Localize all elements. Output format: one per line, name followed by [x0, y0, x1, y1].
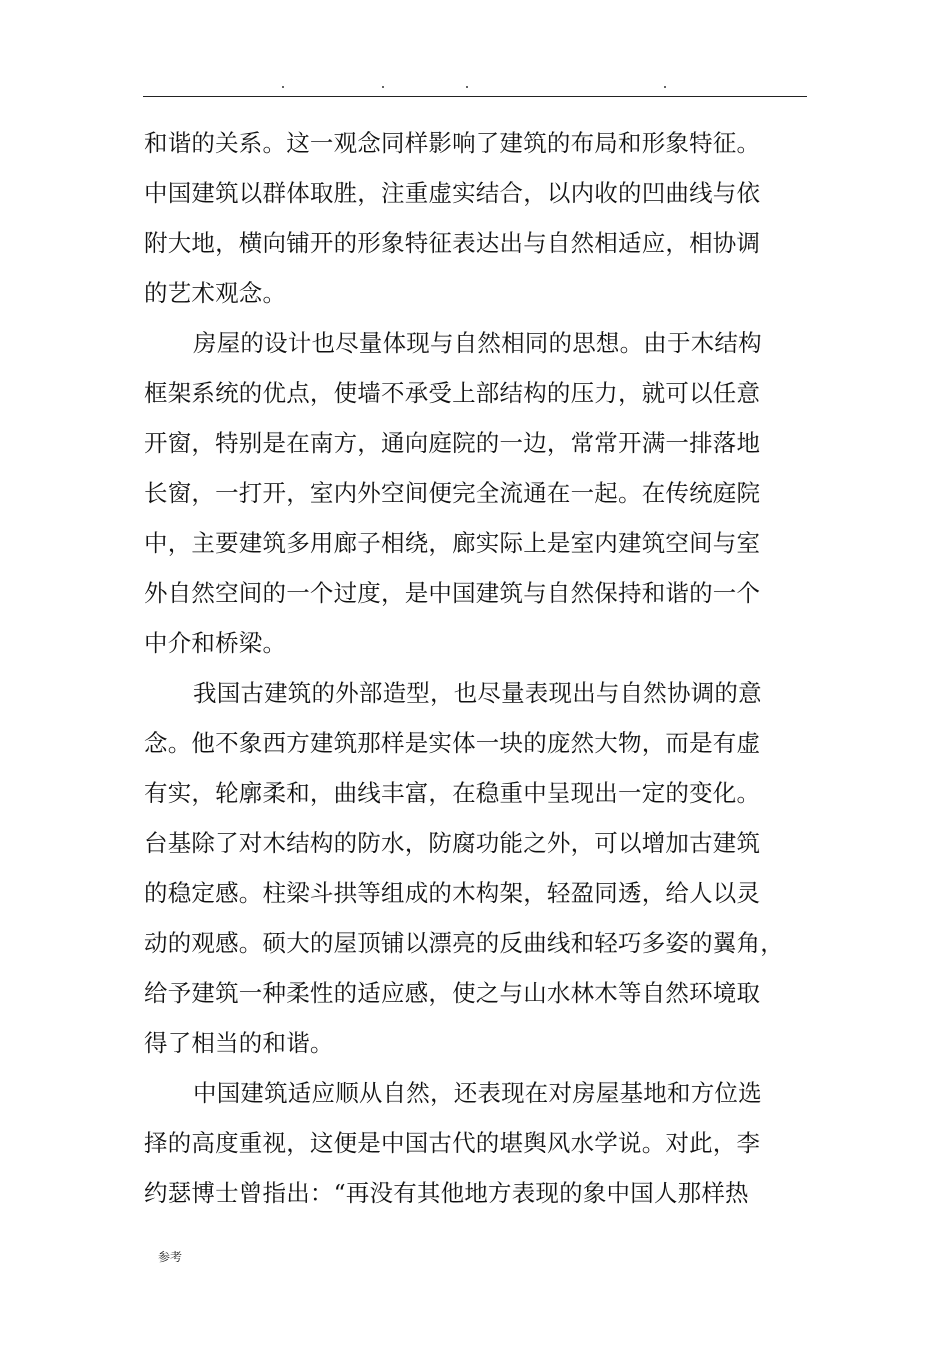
text-line: 长窗，一打开，室内外空间便完全流通在一起。在传统庭院 [144, 479, 761, 507]
body-text [144, 118, 784, 1218]
text-line: 中国建筑以群体取胜，注重虚实结合，以内收的凹曲线与依 [144, 179, 761, 207]
paragraph-first-line: 中国建筑适应顺从自然，还表现在对房屋基地和方位选 [193, 1079, 762, 1107]
text-line: 和谐的关系。这一观念同样影响了建筑的布局和形象特征。 [144, 129, 761, 157]
header-dot [664, 86, 666, 88]
text-line: 约瑟博士曾指出：“再没有其他地方表现的象中国人那样热 [144, 1179, 749, 1207]
text-line: 择的高度重视，这便是中国古代的堪舆风水学说。对此，李 [144, 1129, 761, 1157]
header-rule [143, 96, 807, 97]
text-line: 中，主要建筑多用廊子相绕，廊实际上是室内建筑空间与室 [144, 529, 761, 557]
header-dot [282, 86, 284, 88]
text-line: 台基除了对木结构的防水，防腐功能之外，可以增加古建筑 [144, 829, 761, 857]
text-line: 有实，轮廓柔和，曲线丰富，在稳重中呈现出一定的变化。 [144, 779, 761, 807]
text-line: 开窗，特别是在南方，通向庭院的一边，常常开满一排落地 [144, 429, 761, 457]
header-dot [382, 86, 384, 88]
text-line: 得了相当的和谐。 [144, 1029, 334, 1057]
text-line: 念。他不象西方建筑那样是实体一块的庞然大物，而是有虚 [144, 729, 761, 757]
header-dots [0, 78, 950, 92]
text-line: 中介和桥梁。 [144, 629, 287, 657]
header-dot [466, 86, 468, 88]
text-line: 附大地，横向铺开的形象特征表达出与自然相适应，相协调 [144, 229, 761, 257]
text-line: 给予建筑一种柔性的适应感，使之与山水林木等自然环境取 [144, 979, 761, 1007]
footer-label: 参考 [158, 1250, 183, 1264]
text-line: 外自然空间的一个过度，是中国建筑与自然保持和谐的一个 [144, 579, 761, 607]
text-line: 框架系统的优点，使墙不承受上部结构的压力，就可以任意 [144, 379, 761, 407]
text-line: 的艺术观念。 [144, 279, 287, 307]
paragraph-first-line: 房屋的设计也尽量体现与自然相同的思想。由于木结构 [193, 329, 762, 357]
text-line: 动的观感。硕大的屋顶铺以漂亮的反曲线和轻巧多姿的翼角， [144, 929, 784, 957]
paragraph-first-line: 我国古建筑的外部造型，也尽量表现出与自然协调的意 [193, 679, 762, 707]
text-line: 的稳定感。柱梁斗拱等组成的木构架，轻盈同透，给人以灵 [144, 879, 761, 907]
